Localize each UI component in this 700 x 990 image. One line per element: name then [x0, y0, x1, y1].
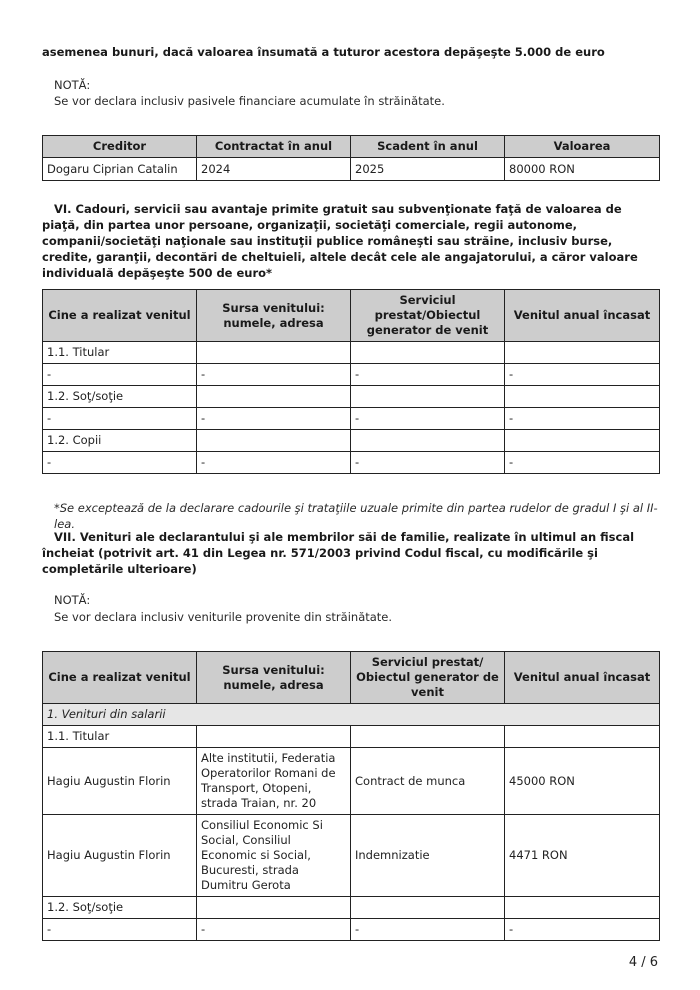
- section-vii-title: VII. Venituri ale declarantului şi ale membrilor săi de familie, realizate în ultimul an fiscal încheiat (potrivit art. 41 din Legea nr. 571/2003 privind Codul fiscal, cu modificările şi completările ulterioare): [42, 530, 635, 576]
- table-row: [43, 897, 660, 919]
- cell: [197, 342, 351, 364]
- cell-earner: Hagiu Augustin Florin: [43, 748, 197, 815]
- table-header-row: [43, 652, 660, 704]
- header-annual-income: Venitul anual încasat: [505, 652, 660, 704]
- cell: [351, 342, 505, 364]
- continuation-text: asemenea bunuri, dacă valoarea însumată a tuturor acestora depăşeşte 5.000 de euro: [42, 45, 605, 59]
- cell: -: [197, 452, 351, 474]
- cell: -: [43, 919, 197, 941]
- cell-service: Contract de munca: [351, 748, 505, 815]
- note-text: Se vor declara inclusiv pasivele financiare acumulate în străinătate.: [54, 94, 445, 108]
- table-header-row: [43, 136, 660, 158]
- cell: -: [351, 919, 505, 941]
- cell-contracted-year: 2024: [197, 158, 351, 181]
- cell: 1.1. Titular: [43, 726, 197, 748]
- cell-income: 4471 RON: [505, 815, 660, 897]
- header-service: Serviciul prestat/Obiectul generator de venit: [351, 290, 505, 342]
- cell: 1.2. Soţ/soţie: [43, 386, 197, 408]
- page-number: 4 / 6: [628, 955, 658, 970]
- cell: -: [197, 408, 351, 430]
- cell: [505, 897, 660, 919]
- header-creditor: Creditor: [43, 136, 197, 158]
- cell: -: [43, 408, 197, 430]
- cell: -: [505, 408, 660, 430]
- income-table: [42, 651, 660, 941]
- cell: -: [351, 452, 505, 474]
- cell-creditor: Dogaru Ciprian Catalin: [43, 158, 197, 181]
- cell: [197, 430, 351, 452]
- gifts-table: [42, 289, 660, 474]
- table-row: [43, 158, 660, 181]
- cell: -: [505, 452, 660, 474]
- cell: [351, 386, 505, 408]
- cell: [351, 726, 505, 748]
- header-service: Serviciul prestat/ Obiectul generator de venit: [351, 652, 505, 704]
- cell-value: 80000 RON: [505, 158, 660, 181]
- header-income-source: Sursa venitului: numele, adresa: [197, 290, 351, 342]
- cell: [505, 726, 660, 748]
- section-vi-title: VI. Cadouri, servicii sau avantaje primite gratuit sau subvenţionate faţă de valoarea de piaţă, din partea unor persoane, organizaţii, societăţi comerciale, regii autonome, companii/societăţi naţionale sau instituţii publice româneşti sau străine, inclusiv burse, credite, garanţii, decontări de cheltuieli, altele decât cele ale angajatorului, a căror valoare individuală depăşeşte 500 de euro*: [42, 202, 638, 280]
- cell-due-year: 2025: [351, 158, 505, 181]
- cell: -: [197, 919, 351, 941]
- header-value: Valoarea: [505, 136, 660, 158]
- cell: [197, 897, 351, 919]
- cell: -: [505, 919, 660, 941]
- section-row-label: 1. Venituri din salarii: [43, 704, 660, 726]
- table-row: [43, 748, 660, 815]
- section-row: [43, 704, 660, 726]
- table-row: [43, 815, 660, 897]
- cell: -: [43, 452, 197, 474]
- table-row: [43, 726, 660, 748]
- cell: [505, 342, 660, 364]
- cell: [197, 386, 351, 408]
- cell: -: [351, 408, 505, 430]
- cell: [505, 386, 660, 408]
- cell-service: Indemnizatie: [351, 815, 505, 897]
- debts-table: [42, 135, 660, 181]
- cell-source: Consiliul Economic Si Social, Consiliul Economic si Social, Bucuresti, strada Dumitru Gerota: [197, 815, 351, 897]
- note-text: Se vor declara inclusiv veniturile provenite din străinătate.: [54, 610, 393, 624]
- cell: -: [351, 364, 505, 386]
- cell: [351, 897, 505, 919]
- header-income-earner: Cine a realizat venitul: [43, 652, 197, 704]
- header-income-source: Sursa venitului: numele, adresa: [197, 652, 351, 704]
- cell: -: [505, 364, 660, 386]
- header-due-year: Scadent în anul: [351, 136, 505, 158]
- table-row: [43, 386, 660, 408]
- table-row: [43, 364, 660, 386]
- header-annual-income: Venitul anual încasat: [505, 290, 660, 342]
- header-contracted-year: Contractat în anul: [197, 136, 351, 158]
- table-header-row: [43, 290, 660, 342]
- table-row: [43, 408, 660, 430]
- cell: -: [197, 364, 351, 386]
- cell: 1.2. Soţ/soţie: [43, 897, 197, 919]
- note-label: NOTĂ:: [54, 593, 91, 607]
- cell: [505, 430, 660, 452]
- cell: [351, 430, 505, 452]
- table-row: [43, 342, 660, 364]
- cell-income: 45000 RON: [505, 748, 660, 815]
- cell: 1.1. Titular: [43, 342, 197, 364]
- header-income-earner: Cine a realizat venitul: [43, 290, 197, 342]
- table-row: [43, 452, 660, 474]
- note-label: NOTĂ:: [54, 78, 91, 92]
- cell-source: Alte institutii, Federatia Operatorilor Romani de Transport, Otopeni, strada Traian, nr. 20: [197, 748, 351, 815]
- table-row: [43, 430, 660, 452]
- cell: -: [43, 364, 197, 386]
- cell: 1.2. Copii: [43, 430, 197, 452]
- cell: [197, 726, 351, 748]
- cell-earner: Hagiu Augustin Florin: [43, 815, 197, 897]
- table-row: [43, 919, 660, 941]
- section-vi-footnote: *Se exceptează de la declarare cadourile şi trataţiile uzuale primite din partea rudelor de gradul I şi al II-lea.: [54, 501, 658, 531]
